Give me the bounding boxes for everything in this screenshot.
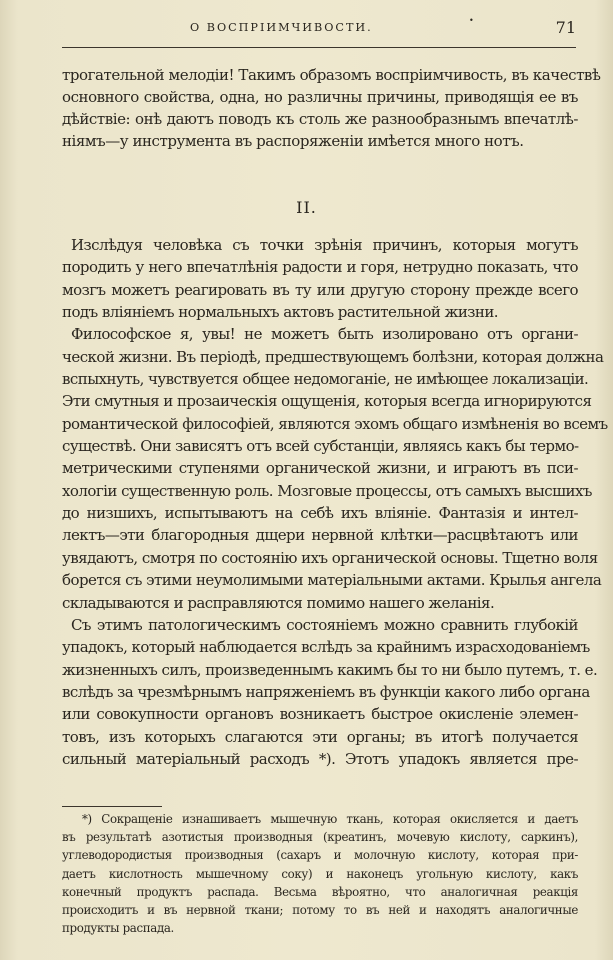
running-head: О ВОСПРІИМЧИВОСТИ. xyxy=(190,21,373,34)
text-line: Философское я, увы! не можетъ быть изолировано отъ органи- xyxy=(71,325,578,344)
print-mark: • xyxy=(469,16,474,25)
text-line: упадокъ, который наблюдается вслѣдъ за крайнимъ израсходованіемъ xyxy=(62,638,590,657)
text-line: основного свойства, одна, но различны причины, приводящія ее въ xyxy=(62,88,578,107)
text-line: ніямъ—у инструмента въ распоряженіи имѣется много нотъ. xyxy=(62,132,524,151)
footnote-rule xyxy=(62,806,162,807)
text-line: вслѣдъ за чрезмѣрнымъ напряженіемъ въ функціи какого либо органа xyxy=(62,682,590,701)
text-line: ческой жизни. Въ періодѣ, предшествующемъ болѣзни, которая должна xyxy=(62,347,604,366)
footnote-line: *) Сокращеніе изнашиваетъ мышечную ткань, которая окисляется и даетъ xyxy=(82,812,578,826)
footnote-line: въ результатѣ азотистыя производныя (креатинъ, мочевую кислоту, саркинъ), xyxy=(62,830,578,845)
text-line: складываются и расправляются помимо нашего желанія. xyxy=(62,593,495,612)
paragraph xyxy=(62,323,608,613)
text-line: породить у него впечатлѣнія радости и горя, нетрудно показать, что xyxy=(62,258,578,277)
text-line: метрическими ступенями органической жизни, и играютъ въ пси- xyxy=(62,459,578,478)
text-line: лектъ—эти благородныя дщери нервной клѣтки—расцвѣтаютъ или xyxy=(62,526,578,545)
page-number: 71 xyxy=(555,18,576,37)
footnote-line: продукты распада. xyxy=(62,921,174,936)
page-header xyxy=(62,18,576,38)
paragraph-continuation xyxy=(62,64,601,153)
footnote xyxy=(62,810,578,937)
text-line: трогательной мелодіи! Такимъ образомъ воспріимчивость, въ качествѣ xyxy=(62,66,601,84)
header-rule xyxy=(62,47,576,48)
text-line: романтической философіей, являются эхомъ общаго измѣненія во всемъ xyxy=(62,414,608,433)
text-line: или совокупности органовъ возникаетъ быстрое окисленіе элемен- xyxy=(62,705,578,724)
paragraph xyxy=(62,234,578,323)
footnote-line: даетъ кислотность мышечному соку) и наконецъ угольную кислоту, какъ xyxy=(62,866,578,881)
text-line: существѣ. Они зависятъ отъ всей субстанціи, являясь какъ бы термо- xyxy=(62,437,579,456)
text-line: дѣйствіе: онѣ даютъ поводъ къ столь же разнообразнымъ впечатлѣ- xyxy=(62,110,578,129)
text-line: Съ этимъ патологическимъ состояніемъ можно сравнить глубокій xyxy=(71,615,578,634)
text-line: жизненныхъ силъ, произведеннымъ какимъ бы то ни было путемъ, т. е. xyxy=(62,660,598,679)
text-line: подъ вліяніемъ нормальныхъ актовъ растительной жизни. xyxy=(62,303,499,322)
text-line: борется съ этими неумолимыми матеріальными актами. Крылья ангела xyxy=(62,571,602,590)
text-line: сильный матеріальный расходъ *). Этотъ упадокъ является пре- xyxy=(62,749,578,768)
text-line: товъ, изъ которыхъ слагаются эти органы; въ итогѣ получается xyxy=(62,727,578,746)
footnote-line: происходитъ и въ нервной ткани; потому то въ ней и находятъ аналогичные xyxy=(62,903,578,918)
section-heading: II. xyxy=(296,198,317,217)
footnote-line: углеводородистыя производныя (сахаръ и молочную кислоту, которая при- xyxy=(62,848,578,863)
text-line: увядаютъ, смотря по состоянію ихъ органической основы. Тщетно воля xyxy=(62,548,598,567)
text-line: хологіи существенную роль. Мозговые процессы, отъ самыхъ высшихъ xyxy=(62,481,592,500)
section-body xyxy=(62,234,608,770)
text-line: Изслѣдуя человѣка съ точки зрѣнія причинъ, которыя могутъ xyxy=(71,236,578,254)
text-line: вспыхнуть, чувствуется общее недомоганіе, не имѣющее локализаціи. xyxy=(62,370,589,389)
paragraph xyxy=(62,614,598,770)
text-line: до низшихъ, испытываютъ на себѣ ихъ вліяніе. Фантазія и интел- xyxy=(62,504,578,523)
footnote-line: конечный продуктъ распада. Весьма вѣроятно, что аналогичная реакція xyxy=(62,884,578,899)
text-line: мозгъ можетъ реагировать въ ту или другую сторону прежде всего xyxy=(62,280,578,299)
text-line: Эти смутныя и прозаическія ощущенія, которыя всегда игнорируются xyxy=(62,392,592,411)
